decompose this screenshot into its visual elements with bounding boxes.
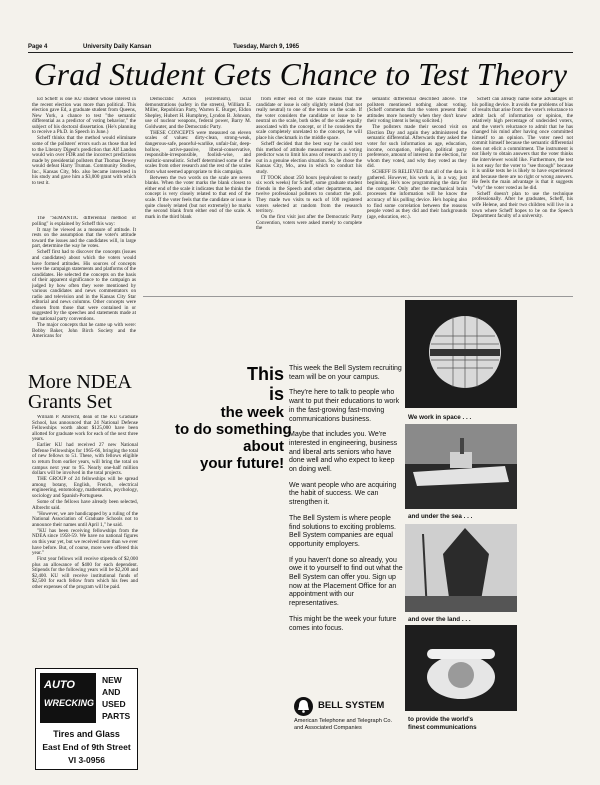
story-column-1-continued [32, 216, 136, 366]
caption-land: and over the land . . . [408, 616, 471, 623]
phone-number: VI 3-0956 [68, 755, 105, 765]
ad-headline-line: your future! [200, 455, 285, 472]
ndea-paragraph: THE GROUP of 24 fellowships will be spread among botany, English, French, electrical engineering, entomology, mathematics, psychology, sociology and Spanish-Portuguese. [32, 476, 138, 499]
bell-system-name: BELL SYSTEM [318, 700, 385, 711]
telephone-photo [405, 625, 517, 711]
paper-name: University Daily Kansan [83, 44, 152, 50]
story-paragraph: Democratic Action (extremism), racial demonstrations (safety in the streets), William E. Miller, Republican Party, Warren E. Burger, Eldon Shepley, Hubert H. Humphrey, Lyndon B. Johnson, use of nuclear weapons, federal power, Barry M. Goldwater, and the Democratic Party. [145, 97, 251, 130]
auto-wrecking-ad [35, 668, 138, 770]
ndea-paragraph: William P. Albrecht, dean of the KU Graduate School, has announced that 24 National Defense Fellowships worth about $125,000 have been allotted for graduate work for each of the next three years. [32, 415, 138, 443]
story-paragraph: THESE CONCEPTS were measured on eleven scales of values: dirty-clean, strong-weak, dangerous-safe, peaceful-warlike, unfair-fair, deep-hollow, active-passive, liberal-conservative, responsible-irresponsible, foolish-wise, and realistic-unrealistic. Scheff determined some of the scales from other research and the rest of the scales from what seemed appropriate to this campaign. [145, 129, 251, 175]
main-headline: Grad Student Gets Chance to Test Theory [33, 57, 568, 92]
ad-headline-line: to do something [175, 421, 292, 438]
ship-photo [405, 424, 517, 509]
ad-paragraph: We want people who are acquiring the habit of success. We can strengthen it. [289, 481, 397, 507]
tires-and-glass: Tires and Glass [53, 729, 120, 739]
address: East End of 9th Street [42, 742, 131, 752]
telephone-illustration [405, 625, 517, 711]
ad-paragraph: The Bell System is where people find solutions to exciting problems. Bell System companies are equal opportunity employers. [289, 514, 396, 548]
story-paragraph: Scheff can already name some advantages of his polling device. It avoids the problems of bias of results that arise from: the voter's reluctance to admit lack of information or opinion, the relatively high percentage of undecided voters, and the voter's reluctance to admit that he has changed his mind after having once committed himself to an opinion. The voter need not commit himself because the semantic differential does not elicit a commitment. The instrument is not likely to obtain answers that the voter thinks the interviewer would like. Furthermore, the test is not easy for the voter to "see through" because it is unlike tests he is likely to have experienced and because there are no right or wrong answers. He feels the main advantage is that it suggests "why" the voter voted as he did. [472, 97, 573, 191]
ad-headline-line: about [243, 438, 284, 455]
ad-body [289, 365, 404, 640]
ad-headline-line: is [268, 384, 284, 404]
word: NEW [102, 675, 122, 685]
story-column-3 [256, 97, 362, 295]
auto-wrecking-logo [40, 673, 96, 723]
story-paragraph: The major concepts that he came up with were: Bobby Baker, John Birch Society and the Americans for [32, 322, 136, 340]
ad-headline-line: the week [220, 404, 284, 421]
satellite-illustration [405, 300, 517, 408]
ad-paragraph: This week the Bell System recruiting team will be on your campus. [289, 365, 402, 381]
word: AND [102, 687, 121, 697]
ad-paragraph: If you haven't done so already, you owe it to yourself to find out what the Bell System can offer you. Sign up now at the Placement Office for an appointment with our representatives. [289, 556, 403, 608]
ndea-paragraph: Earlier KU had received 27 new National Defense Fellowships for 1965-66, bringing the total of new fellows to 51. These, with fellows eligible to return from earlier years, will bring the total on campus next year to 95. Nearly one-half million dollars will be involved in the total projects. [32, 442, 138, 477]
page-number: Page 4 [28, 44, 48, 50]
bell-icon [294, 697, 313, 716]
story-column-2 [145, 97, 251, 295]
story-column-5 [472, 97, 573, 295]
story-paragraph: On the first visit just after the Democratic Party Convention, voters were asked merely to complete the [256, 214, 362, 232]
story-paragraph: It may be viewed as a measure of attitude. It rests on the assumption that the voter's attitude toward the issues and the candidates will, in large part, determine the way he votes. [32, 226, 136, 250]
ndea-paragraph: "However, we are handicapped by a ruling of the National Association of Graduate Schools not to announce their names until April 1," he said. [32, 510, 138, 528]
story-paragraph: Scheff first had to discover the concepts (issues and candidates) about which the voters would have formed attitudes. His sources of concepts were the campaign statements and platforms of the candidates. He selected the concepts on the basis of their apparent significance to the campaign as judged by how often they were mentioned by various candidates and news commentators on radio and television and in the Kansas City Star editorial and news columns. Other concepts were chosen from those that were contained in or suggested by the speeches and statements made at the national party conventions. [32, 249, 136, 323]
ndea-paragraph: "KU has been receiving fellowships from the NDEA since 1958-59. We have no national figures on this year yet, but we received more than we ever have before. But, of course, more were offered this year." [32, 527, 138, 557]
story-paragraph: semantic differential described above. The pollsters mentioned nothing about voting. (Scheff comments that the voters present their attitudes more honestly when they don't know their voting intent is being solicited.) [367, 97, 467, 125]
ad-headline-line: This [246, 364, 284, 384]
caption-provide: to provide the world's [408, 716, 474, 723]
subline: and Associated Companies [294, 724, 362, 731]
story-paragraph: Scheff decided that the best way he could test this method of attitude measurement as a voting predictor was to limit his area of research and try it out in a genuine election situation. So, he chose the Kansas City, Mo., area in which to conduct his study. [256, 140, 362, 175]
story-paragraph: from either end of the scale means that the candidate or issue is only slightly related (but not really neutral) to one of the terms on the scale. If the voter considers the candidate or issue to be neutral on the scale, both sides of the scale equally associated with the concept, or if he considers the scale completely unrelated to the concept, he will place his checkmark in the middle space. [256, 97, 362, 141]
ndea-paragraph: Some of the fellows have already been selected, Albrecht said. [32, 498, 138, 511]
issue-date: Tuesday, March 9, 1965 [233, 44, 300, 50]
word: USED [102, 699, 126, 709]
story-paragraph: IT TOOK about 250 hours (equivalent to nearly six work weeks) for Scheff, some graduate student friends in the Speech and other departments, and twelve professional pollsters to conduct the poll. They made two visits to each of 100 registered voters selected at random from the research territory. [256, 174, 362, 215]
ndea-headline: More NDEA Grants Set [28, 371, 131, 413]
caption-finest: finest communications [408, 724, 477, 731]
story-paragraph: SCHEFF IS RELIEVED that all of the data is gathered. However, his work is, in a way, just beginning. He's now programming the data for the computer. Only after the mechanical brain processes the information will he know the accuracy of his polling device. He's hoping also to find some correlation between the reasons people voted as they did and their backgrounds (age, education, etc.). [367, 169, 467, 220]
story-paragraph: Scheff thinks that the method would eliminate some of the pollsters' errors such as those that led to the Literary Digest's prediction that Alf Landon would win over FDR and the incorrect predictions made by presidential pollsters that Thomas Dewey would defeat Harry Truman. Community Studies, Inc., Kansas City, Mo. also became interested in his study and gave him a $3,000 grant with which to test it. [32, 135, 136, 186]
caption-space: We work in space . . . [408, 414, 472, 421]
story-paragraph: The pollsters made their second visit on Election Day and again they administered the semantic differential. Afterwards they asked the voter for such information as age, education, income, occupation, religion, political party preference, amount of interest in the election, for whom they voted, and why they voted as they did. [367, 124, 467, 170]
story-paragraph: Ed Scheff is one KU student whose interest in the recent election was more than political. This election gave Ed, a graduate student from Queens, New York, a chance to test "the semantic differential as a predictor of voting behavior," the subject of his doctoral dissertation. (He's planning to receive a Ph.D. in Speech in June.) [32, 97, 136, 136]
ad-paragraph: They're here to talk to people who want to put their educations to work in the fast-growing fast-moving communications business. [289, 389, 400, 423]
subline: American Telephone and Telegraph Co. [294, 718, 393, 724]
story-paragraph: Scheff doesn't plan to use the technique professionally. After he graduates, Scheff, his wife Helene, and their two children will live in a town where Scheff hopes to be on the Speech Department faculty of a university. [472, 190, 573, 220]
word: PARTS [102, 711, 131, 721]
story-paragraph: The "SEMANTIC differential method of polling" is explained by Scheff this way: [32, 216, 136, 227]
logo-line: WRECKING [44, 698, 94, 708]
tower-photo [405, 524, 517, 612]
tower-illustration [405, 524, 517, 612]
logo-line: AUTO [44, 679, 75, 691]
caption-sea: and under the sea . . . [408, 513, 473, 520]
story-column-1 [32, 97, 136, 215]
ad-paragraph: Maybe that includes you. We're interested in engineering, business and liberal arts seniors who have done well and who expect to keep on doing well. [289, 431, 398, 474]
satellite-photo [405, 300, 517, 408]
ad-paragraph: This might be the week your future comes into focus. [289, 615, 397, 632]
parts-words [102, 674, 130, 722]
story-paragraph: Between the two words on the scale are seven blanks. When the voter marks the blank closest to either end of the scale it indicates that he thinks the concept is very closely related to that end of the scale. If the voter feels that the candidate or issue is quite closely related (but not extremely) he marks the second blank from either end of the scale. A mark in the third blank [145, 174, 251, 220]
cable-ship-illustration [405, 424, 517, 509]
ad-headline [175, 364, 292, 472]
masthead [28, 41, 573, 53]
story-column-4 [367, 97, 467, 295]
ndea-story [32, 415, 138, 665]
bell-system-subline [294, 718, 392, 731]
ndea-paragraph: First year fellows will receive stipends of $2,000 plus an allowance of $400 for each dependent. Stipends for the following years will be $2,200 and $2,400. KU will receive institutional funds of $2,500 for each fellow from which his fees and other expenses of the program will be paid. [32, 556, 138, 590]
